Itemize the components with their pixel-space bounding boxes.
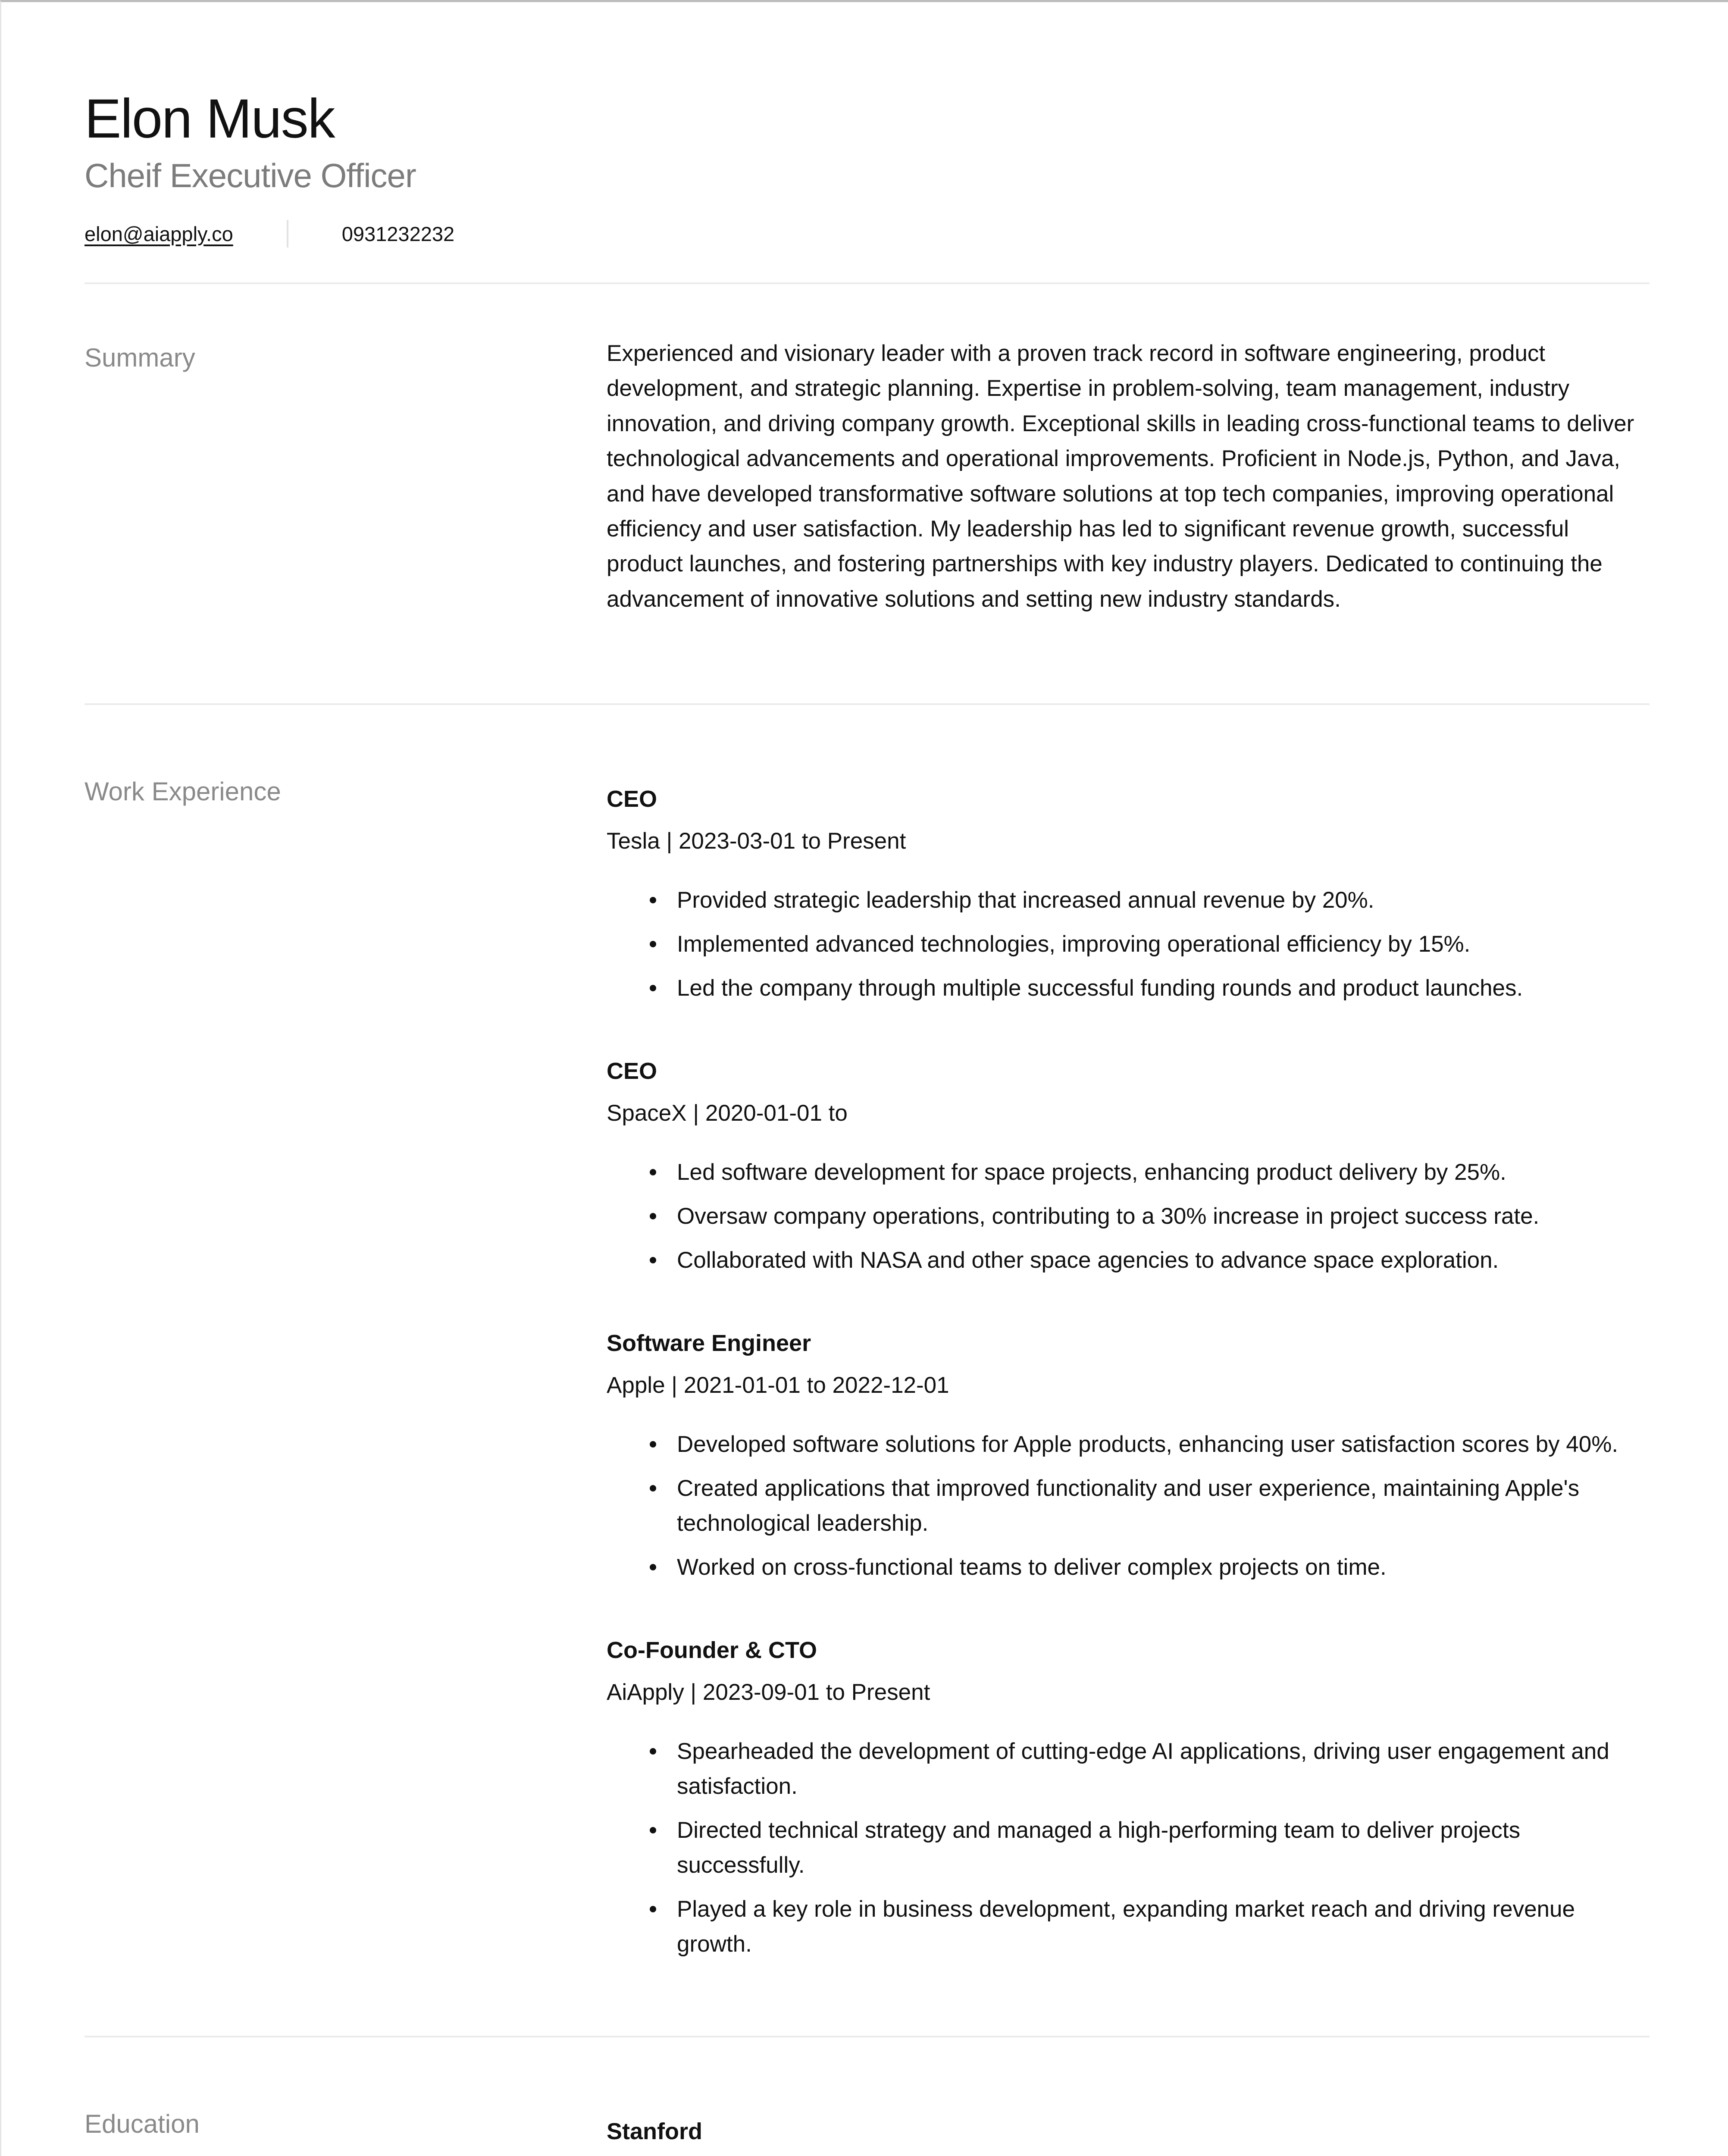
job-bullet: Worked on cross-functional teams to deliver complex projects on time. — [677, 1550, 1650, 1585]
job-bullets — [607, 1734, 1650, 1962]
summary-text: Experienced and visionary leader with a proven track record in software engineering, product development, and strategic planning. Expertise in problem-solving, team management, industry innovation, and driving company growth. Exceptional skills in leading cross-functional teams to deliver technological advancements and operational improvements. Proficient in Node.js, Python, and Java, and have developed transformative software solutions at top tech companies, improving operational efficiency and user satisfaction. My leadership has led to significant revenue growth, successful product launches, and fostering partnerships with key industry players. Dedicated to continuing the advancement of innovative solutions and setting new industry standards. — [607, 341, 1634, 612]
education-section — [607, 2114, 1650, 2156]
job-title: CEO — [607, 786, 657, 812]
job-bullet: Created applications that improved functionality and user experience, maintaining Apple's technological leadership. — [677, 1471, 1650, 1541]
job-entry — [607, 1054, 1650, 1278]
education-label: Education — [85, 2109, 200, 2138]
job-bullet: Played a key role in business development, expanding market reach and driving revenue growth. — [677, 1892, 1650, 1962]
job-company-dates: Apple | 2021-01-01 to 2022-12-01 — [607, 1373, 949, 1398]
job-bullets — [607, 883, 1650, 1006]
job-bullet: Led software development for space projects, enhancing product delivery by 25%. — [677, 1155, 1650, 1190]
experience-divider — [85, 2036, 1650, 2037]
summary-divider — [85, 703, 1650, 705]
job-entry — [607, 1633, 1650, 1962]
work-experience-label: Work Experience — [85, 777, 281, 806]
job-bullet: Led the company through multiple successful funding rounds and product launches. — [677, 971, 1650, 1006]
phone-number: 0931232232 — [341, 222, 455, 245]
job-company-dates: Tesla | 2023-03-01 to Present — [607, 828, 906, 854]
job-bullet: Implemented advanced technologies, improving operational efficiency by 15%. — [677, 927, 1650, 962]
job-bullets — [607, 1427, 1650, 1585]
job-entry — [607, 1326, 1650, 1585]
job-bullet: Collaborated with NASA and other space agencies to advance space exploration. — [677, 1243, 1650, 1278]
education-school: Stanford — [607, 2118, 702, 2144]
job-bullets — [607, 1155, 1650, 1278]
job-bullet: Directed technical strategy and managed a high-performing team to deliver projects successfully. — [677, 1813, 1650, 1883]
job-title: CEO — [607, 1058, 657, 1084]
job-title: Co-Founder & CTO — [607, 1637, 817, 1663]
job-company-dates: SpaceX | 2020-01-01 to — [607, 1100, 848, 1126]
job-company-dates: AiApply | 2023-09-01 to Present — [607, 1680, 930, 1705]
summary-section — [607, 336, 1650, 617]
contact-row — [85, 219, 454, 249]
job-bullet: Spearheaded the development of cutting-edge AI applications, driving user engagement and satisfaction. — [677, 1734, 1650, 1804]
contact-divider — [287, 220, 288, 248]
job-bullet: Provided strategic leadership that increased annual revenue by 20%. — [677, 883, 1650, 918]
job-title: Software Engineer — [607, 1330, 811, 1356]
job-entry — [607, 782, 1650, 1006]
candidate-title: Cheif Executive Officer — [85, 157, 416, 194]
job-bullet: Oversaw company operations, contributing to a 30% increase in project success rate. — [677, 1199, 1650, 1234]
work-experience-section — [607, 782, 1650, 2010]
candidate-name: Elon Musk — [85, 88, 335, 150]
job-bullet: Developed software solutions for Apple products, enhancing user satisfaction scores by 40%. — [677, 1427, 1650, 1462]
summary-label: Summary — [85, 343, 195, 372]
header-divider — [85, 282, 1650, 284]
email-link[interactable]: elon@aiapply.co — [85, 222, 233, 245]
